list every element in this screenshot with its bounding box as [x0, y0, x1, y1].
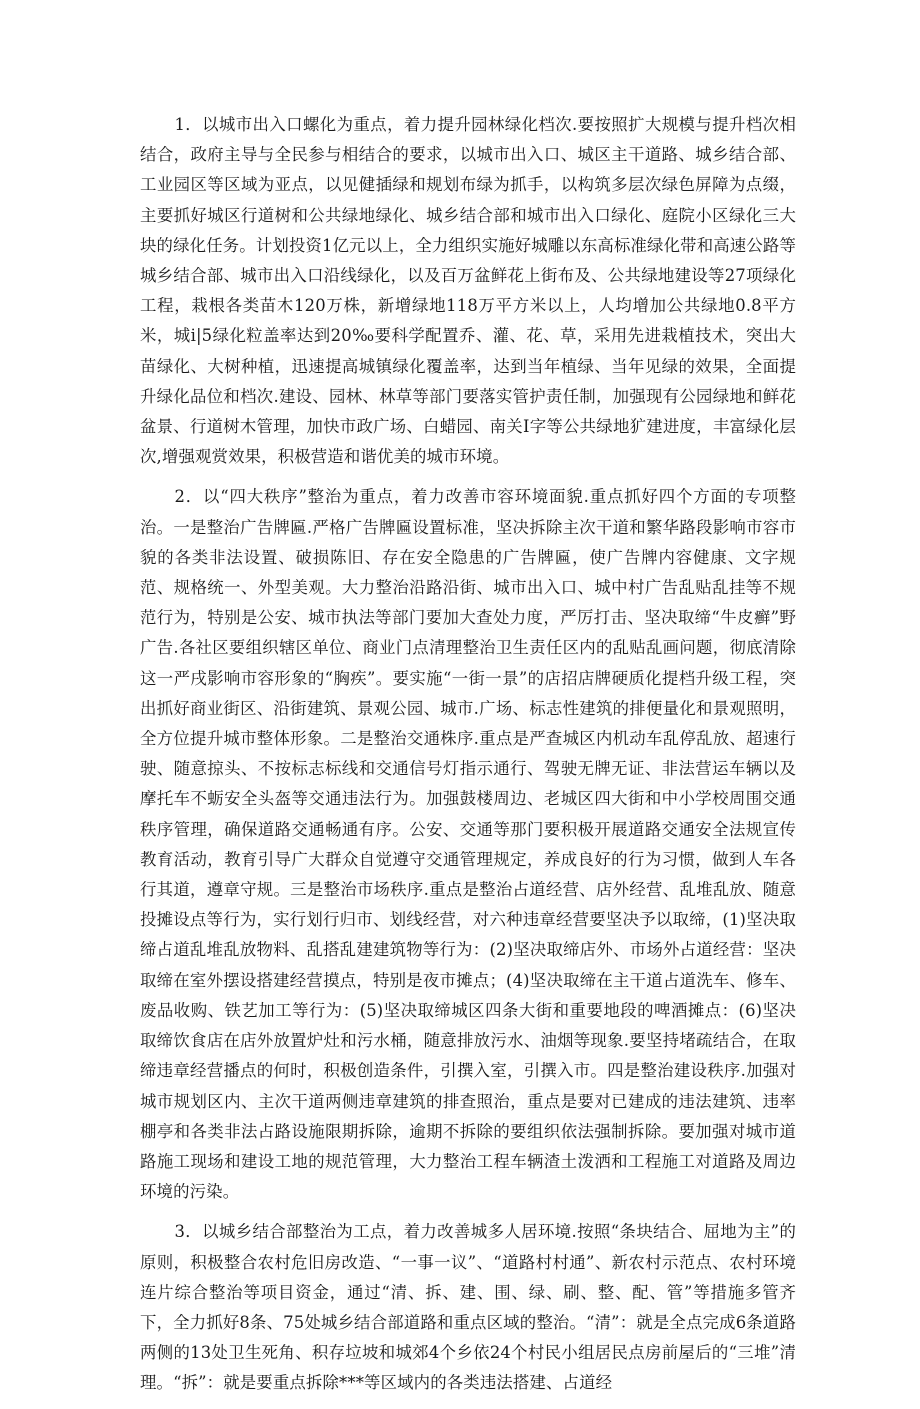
paragraph-urban-rural: 3．以城乡结合部整治为工点，着力改善城多人居环境.按照“条块结合、屈地为主”的原则，积极整合农村危旧房改造、“一事一议”、“道路村村通”、新农村示范点、农村环境连片综合整治等项目资金，通过“清、拆、建、围、绿、刷、整、配、管”等措施多管齐下，全力抓好8条、75处城乡结合部道路和重点区域的整治。“清”：就是全点完成6条道路两侧的13处卫生死角、积存垃坡和城郊4个乡依24个村民小组居民点房前屋后的“三堆”清理。“拆”：就是要重点拆除***等区域内的各类违法搭建、占道经	[140, 1222, 796, 1393]
document-body	[140, 110, 796, 1409]
paragraph-greening: 1．以城市出入口螺化为重点，着力提升园林绿化档次.要按照扩大规模与提升档次相结合，政府主导与全民参与相结合的要求，以城市出入口、城区主干道路、城乡结合部、工业园区等区域为亚点，以见健插绿和规划布绿为抓手，以构筑多层次绿色屏障为点缀，主要抓好城区行道树和公共绿地绿化、城乡结合部和城市出入口绿化、庭院小区绿化三大块的绿化任务。计划投资1亿元以上，全力组织实施好城雕以东高标准绿化带和高速公路等城乡结合部、城市出入口沿线绿化，以及百万盆鲜花上街布及、公共绿地建设等27项绿化工程，栽根各类苗木120万株，新增绿地118万平方米以上，人均增加公共绿地0.8平方米，城i|5绿化粒盖率达到20‰要科学配置乔、灌、花、草，采用先进栽植技术，突出大苗绿化、大树种植，迅速提高城镇绿化覆盖率，达到当年植绿、当年见绿的效果，全面提升绿化品位和档次.建设、园林、林草等部门要落实管护责任制，加强现有公园绿地和鲜花盆景、行道树木管理，加快市政广场、白蜡园、南关I字等公共绿地犷建进度，丰富绿化层次,增强观赏效果，积极营造和谐优美的城市环境。	[140, 115, 796, 467]
paragraph-four-orders: 2．以“四大秩序”整治为重点，着力改善市容环境面貌.重点抓好四个方面的专项整治。一是整治广告牌匾.严格广告牌匾设置标准，坚决拆除主次干道和繁华路段影响市容市貌的各类非法设置、破损陈旧、存在安全隐患的广告牌匾，使广告牌内容健康、文字规范、规格统一、外型美观。大力整治沿路沿街、城市出入口、城中村广告乱贴乱挂等不规范行为，特别是公安、城市执法等部门要加大查处力度，严厉打击、坚决取缔“牛皮癣”野广告.各社区要组织辖区单位、商业门点清理整治卫生责任区内的乱贴乱画问题，彻底清除这一严戌影响市容形象的“胸疾”。要实施“一街一景”的店招店牌硬质化提档升级工程，突出抓好商业街区、沿街建筑、景观公园、城市.广场、标志性建筑的排便量化和景观照明，全方位提升城市整体形象。二是整治交通株序.重点是严查城区内机动车乱停乱放、超速行驶、随意掠头、不按标志标线和交通信号灯指示通行、驾驶无牌无证、非法营运车辆以及摩托车不蛎安全头盔等交通违法行为。加强鼓楼周边、老城区四大街和中小学校周围交通秩序管理，确保道路交通畅通有序。公安、交通等那门要积极开展道路交通安全法规宣传教育活动，教育引导广大群众自觉遵守交通管理规定，养成良好的行为习惯，做到人车各行其道，遵章守规。三是整治市场秩序.重点是整治占道经营、店外经营、乱堆乱放、随意投摊设点等行为，实行划行归市、划线经营，对六种违章经营要坚决予以取缔，(1)坚决取缔占道乱堆乱放物料、乱搭乱建建筑物等行为：(2)坚决取缔店外、市场外占道经营：坚决取缔在室外摆设搭建经营摸点，特别是夜市摊点；(4)坚决取缔在主干道占道洗车、修车、废品收购、铁艺加工等行为：(5)坚决取缔城区四条大街和重要地段的啤酒摊点：(6)坚决取缔饮食店在店外放置炉灶和污水桶，随意排放污水、油烟等现象.要坚持堵疏结合，在取缔违章经营播点的何时，积极创造条件，引撰入室，引撰入市。四是整治建设秩序.加强对城市规划区内、主次干道两侧违章建筑的排查照治，重点是要对已建成的违法建筑、违率棚亭和各类非法占路设施限期拆除，逾期不拆除的要组织依法强制拆除。要加强对城市道路施工现场和建设工地的规范管理，大力整治工程车辆渣土泼洒和工程施工对道路及周边环境的污染。	[140, 487, 796, 1202]
